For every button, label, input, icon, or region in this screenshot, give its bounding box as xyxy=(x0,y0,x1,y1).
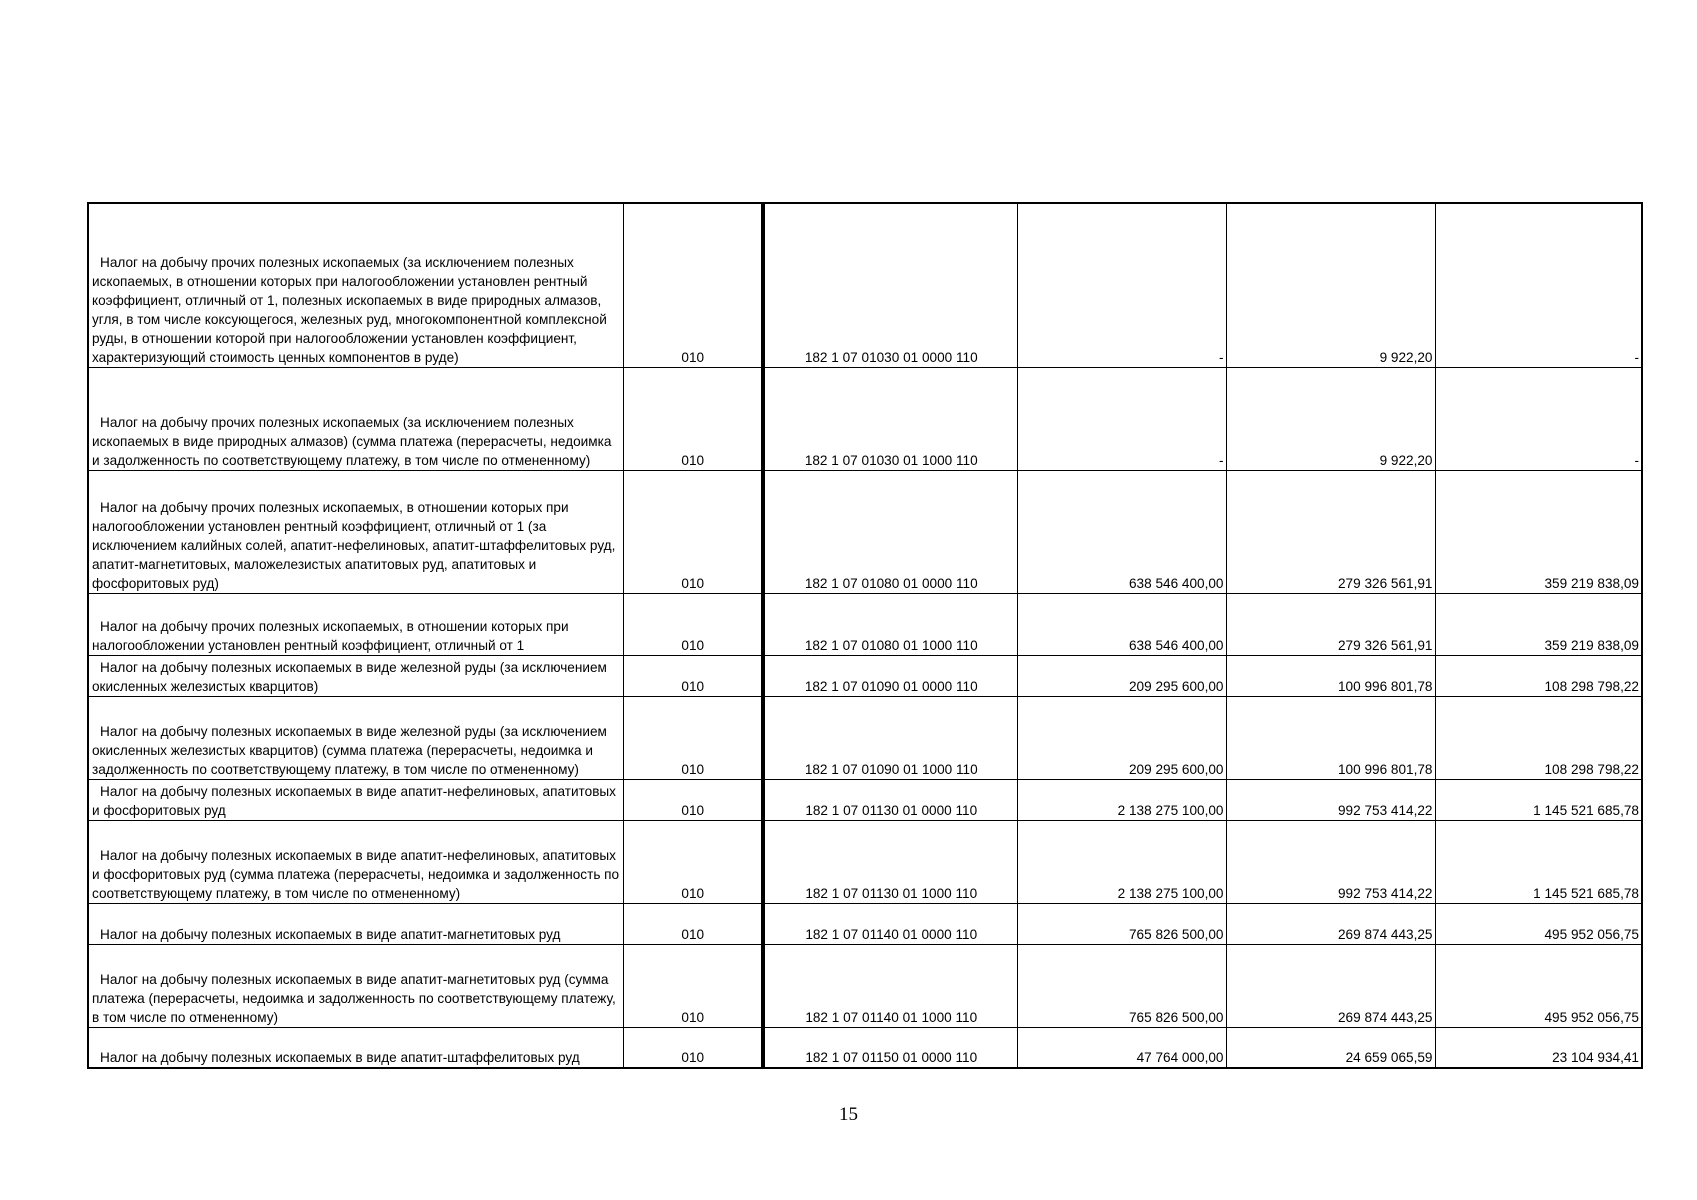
row-classification-code: 182 1 07 01030 01 1000 110 xyxy=(763,367,1017,470)
row-line-code: 010 xyxy=(623,779,763,820)
row-remaining-amount: 1 145 521 685,78 xyxy=(1435,820,1642,903)
row-classification-code: 182 1 07 01150 01 0000 110 xyxy=(763,1027,1017,1068)
row-line-code: 010 xyxy=(623,203,763,367)
row-approved-amount: 2 138 275 100,00 xyxy=(1017,820,1226,903)
table-row xyxy=(88,820,1642,903)
row-name: Налог на добычу полезных ископаемых в виде железной руды (за исключением окисленных железистых кварцитов) xyxy=(88,655,623,696)
row-line-code: 010 xyxy=(623,593,763,655)
row-name: Налог на добычу прочих полезных ископаемых (за исключением полезных ископаемых, в отношении которых при налогообложении установлен рентный коэффициент, отличный от 1, полезных ископаемых в виде природных алмазов, угля, в том числе коксующегося, железных руд, многокомпонентной комплексной руды, в отношении которой при налогообложении установлен коэффициент, характеризующий стоимость ценных компонентов в руде) xyxy=(88,203,623,367)
row-approved-amount: 209 295 600,00 xyxy=(1017,696,1226,779)
row-name: Налог на добычу полезных ископаемых в виде апатит-нефелиновых, апатитовых и фосфоритовых руд (сумма платежа (перерасчеты, недоимка и задолженность по соответствующему платежу, в том числе по отмененному) xyxy=(88,820,623,903)
row-line-code: 010 xyxy=(623,820,763,903)
table-row xyxy=(88,470,1642,593)
row-classification-code: 182 1 07 01030 01 0000 110 xyxy=(763,203,1017,367)
row-classification-code: 182 1 07 01090 01 0000 110 xyxy=(763,655,1017,696)
page-number: 15 xyxy=(839,1104,858,1125)
row-name: Налог на добычу полезных ископаемых в виде апатит-нефелиновых, апатитовых и фосфоритовых руд xyxy=(88,779,623,820)
row-line-code: 010 xyxy=(623,470,763,593)
row-remaining-amount: 495 952 056,75 xyxy=(1435,944,1642,1027)
row-executed-amount: 279 326 561,91 xyxy=(1226,593,1435,655)
row-name: Налог на добычу полезных ископаемых в виде апатит-штаффелитовых руд xyxy=(88,1027,623,1068)
row-remaining-amount: 108 298 798,22 xyxy=(1435,696,1642,779)
row-approved-amount: 638 546 400,00 xyxy=(1017,593,1226,655)
row-line-code: 010 xyxy=(623,944,763,1027)
table-row xyxy=(88,903,1642,944)
row-executed-amount: 100 996 801,78 xyxy=(1226,696,1435,779)
row-name: Налог на добычу прочих полезных ископаемых (за исключением полезных ископаемых в виде природных алмазов) (сумма платежа (перерасчеты, недоимка и задолженность по соответствующему платежу, в том числе по отмененному) xyxy=(88,367,623,470)
row-executed-amount: 279 326 561,91 xyxy=(1226,470,1435,593)
row-remaining-amount: 23 104 934,41 xyxy=(1435,1027,1642,1068)
table-row xyxy=(88,593,1642,655)
row-classification-code: 182 1 07 01130 01 1000 110 xyxy=(763,820,1017,903)
table-row xyxy=(88,1027,1642,1068)
row-line-code: 010 xyxy=(623,903,763,944)
row-name: Налог на добычу полезных ископаемых в виде апатит-магнетитовых руд xyxy=(88,903,623,944)
row-classification-code: 182 1 07 01080 01 1000 110 xyxy=(763,593,1017,655)
table-row xyxy=(88,779,1642,820)
table-row xyxy=(88,696,1642,779)
row-approved-amount: - xyxy=(1017,367,1226,470)
row-remaining-amount: 108 298 798,22 xyxy=(1435,655,1642,696)
table-row xyxy=(88,367,1642,470)
row-approved-amount: 765 826 500,00 xyxy=(1017,903,1226,944)
row-executed-amount: 992 753 414,22 xyxy=(1226,779,1435,820)
row-remaining-amount: 359 219 838,09 xyxy=(1435,593,1642,655)
row-executed-amount: 9 922,20 xyxy=(1226,203,1435,367)
row-remaining-amount: - xyxy=(1435,203,1642,367)
row-name: Налог на добычу полезных ископаемых в виде железной руды (за исключением окисленных железистых кварцитов) (сумма платежа (перерасчеты, недоимка и задолженность по соответствующему платежу, в том числе по отмененному) xyxy=(88,696,623,779)
row-executed-amount: 269 874 443,25 xyxy=(1226,944,1435,1027)
row-line-code: 010 xyxy=(623,367,763,470)
row-executed-amount: 100 996 801,78 xyxy=(1226,655,1435,696)
row-line-code: 010 xyxy=(623,696,763,779)
table-row xyxy=(88,203,1642,367)
row-classification-code: 182 1 07 01080 01 0000 110 xyxy=(763,470,1017,593)
row-approved-amount: - xyxy=(1017,203,1226,367)
row-executed-amount: 9 922,20 xyxy=(1226,367,1435,470)
row-approved-amount: 638 546 400,00 xyxy=(1017,470,1226,593)
row-classification-code: 182 1 07 01130 01 0000 110 xyxy=(763,779,1017,820)
row-executed-amount: 269 874 443,25 xyxy=(1226,903,1435,944)
row-executed-amount: 24 659 065,59 xyxy=(1226,1027,1435,1068)
revenue-table-body xyxy=(88,203,1642,1068)
row-line-code: 010 xyxy=(623,1027,763,1068)
row-remaining-amount: 1 145 521 685,78 xyxy=(1435,779,1642,820)
table-row xyxy=(88,655,1642,696)
row-name: Налог на добычу прочих полезных ископаемых, в отношении которых при налогообложении установлен рентный коэффициент, отличный от 1 xyxy=(88,593,623,655)
row-approved-amount: 765 826 500,00 xyxy=(1017,944,1226,1027)
row-executed-amount: 992 753 414,22 xyxy=(1226,820,1435,903)
revenue-table xyxy=(87,202,1643,1069)
row-classification-code: 182 1 07 01140 01 0000 110 xyxy=(763,903,1017,944)
row-approved-amount: 47 764 000,00 xyxy=(1017,1027,1226,1068)
row-approved-amount: 209 295 600,00 xyxy=(1017,655,1226,696)
row-name: Налог на добычу прочих полезных ископаемых, в отношении которых при налогообложении установлен рентный коэффициент, отличный от 1 (за исключением калийных солей, апатит-нефелиновых, апатит-штаффелитовых руд, апатит-магнетитовых, маложелезистых апатитовых руд, апатитовых и фосфоритовых руд) xyxy=(88,470,623,593)
row-remaining-amount: - xyxy=(1435,367,1642,470)
row-approved-amount: 2 138 275 100,00 xyxy=(1017,779,1226,820)
row-classification-code: 182 1 07 01140 01 1000 110 xyxy=(763,944,1017,1027)
row-line-code: 010 xyxy=(623,655,763,696)
row-name: Налог на добычу полезных ископаемых в виде апатит-магнетитовых руд (сумма платежа (перерасчеты, недоимка и задолженность по соответствующему платежу, в том числе по отмененному) xyxy=(88,944,623,1027)
row-classification-code: 182 1 07 01090 01 1000 110 xyxy=(763,696,1017,779)
table-row xyxy=(88,944,1642,1027)
row-remaining-amount: 495 952 056,75 xyxy=(1435,903,1642,944)
row-remaining-amount: 359 219 838,09 xyxy=(1435,470,1642,593)
